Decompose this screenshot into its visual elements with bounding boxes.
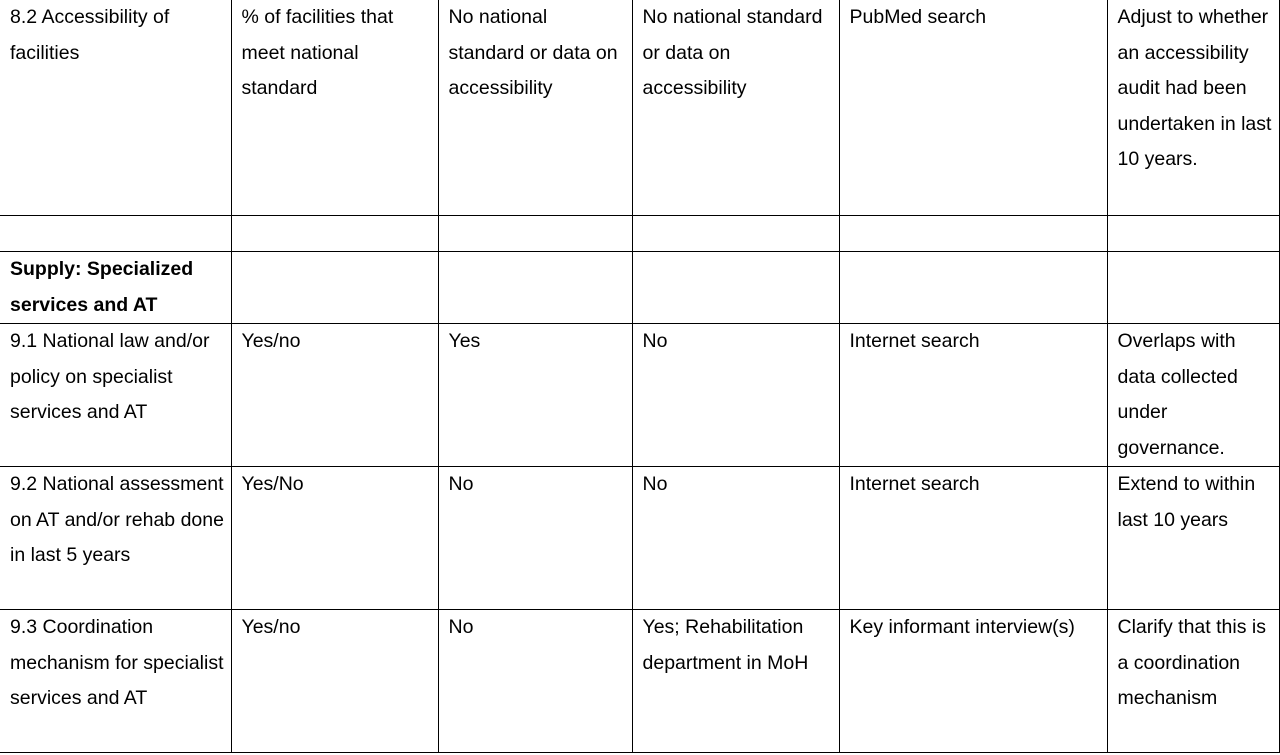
indicator-cell [0, 216, 231, 252]
indicator-cell: 9.3 Coordination mechanism for specialist services and AT [0, 610, 231, 753]
comment-cell: Overlaps with data collected under governance. [1107, 324, 1279, 467]
comment-cell: Extend to within last 10 years [1107, 467, 1279, 610]
section-heading-row [0, 252, 1279, 324]
empty-cell [438, 252, 632, 324]
value-cell: No national standard or data on accessibility [632, 0, 839, 216]
empty-cell [1107, 252, 1279, 324]
indicator-cell: 9.2 National assessment on AT and/or rehab done in last 5 years [0, 467, 231, 610]
empty-cell [632, 252, 839, 324]
indicator-cell: 8.2 Accessibility of facilities [0, 0, 231, 216]
empty-cell [839, 252, 1107, 324]
table-row [0, 0, 1279, 216]
source-cell: Key informant interview(s) [839, 610, 1107, 753]
value-cell: Yes [438, 324, 632, 467]
table-row [0, 216, 1279, 252]
value-cell [632, 216, 839, 252]
source-cell [839, 216, 1107, 252]
value-cell: No [438, 467, 632, 610]
value-cell: Yes; Rehabilitation department in MoH [632, 610, 839, 753]
source-cell: Internet search [839, 324, 1107, 467]
comment-cell: Clarify that this is a coordination mechanism [1107, 610, 1279, 753]
measure-cell: % of facilities that meet national standard [231, 0, 438, 216]
source-cell: Internet search [839, 467, 1107, 610]
comment-cell [1107, 216, 1279, 252]
section-heading: Supply: Specialized services and AT [0, 252, 231, 324]
source-cell: PubMed search [839, 0, 1107, 216]
measure-cell [231, 216, 438, 252]
value-cell: No [632, 324, 839, 467]
empty-cell [231, 252, 438, 324]
table-row [0, 610, 1279, 753]
measure-cell: Yes/No [231, 467, 438, 610]
comment-cell: Adjust to whether an accessibility audit had been undertaken in last 10 years. [1107, 0, 1279, 216]
value-cell: No [438, 610, 632, 753]
table-row [0, 324, 1279, 467]
value-cell: No national standard or data on accessibility [438, 0, 632, 216]
measure-cell: Yes/no [231, 610, 438, 753]
table-row [0, 467, 1279, 610]
value-cell: No [632, 467, 839, 610]
value-cell [438, 216, 632, 252]
indicator-cell: 9.1 National law and/or policy on specialist services and AT [0, 324, 231, 467]
measure-cell: Yes/no [231, 324, 438, 467]
